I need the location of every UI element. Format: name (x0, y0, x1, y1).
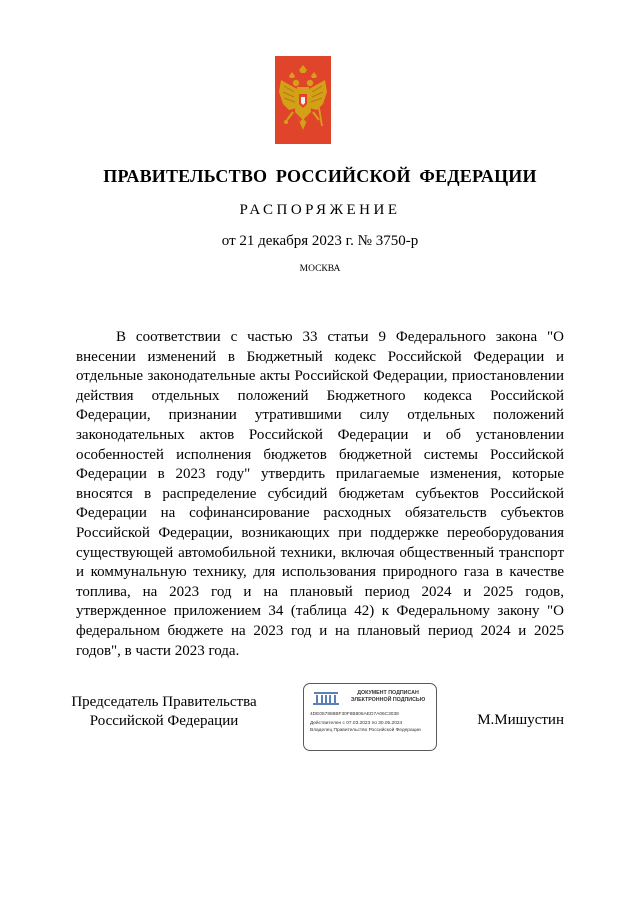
signatory-title (70, 693, 258, 731)
government-building-icon (312, 690, 340, 706)
stamp-heading-line1: ДОКУМЕНТ ПОДПИСАН (357, 690, 419, 696)
stamp-certificate: 4DE057888BF30F8B806AED7A06C3038 (310, 712, 399, 717)
stamp-heading (342, 690, 434, 704)
signatory-title-line2: Российской Федерации (89, 713, 239, 729)
signatory-title-line1: Председатель Правительства (71, 694, 257, 710)
government-title: ПРАВИТЕЛЬСТВО РОССИЙСКОЙ ФЕДЕРАЦИИ (103, 166, 537, 186)
document-type: РАСПОРЯЖЕНИЕ (239, 202, 401, 218)
stamp-owner: Владелец Правительство Российской Федерации (310, 728, 421, 733)
coat-of-arms-emblem (275, 56, 331, 144)
document-city: МОСКВА (299, 264, 341, 274)
document-date-number: от 21 декабря 2023 г. № 3750-р (221, 233, 419, 249)
electronic-signature-stamp (303, 683, 437, 751)
order-body-text: В соответствии с частью 33 статьи 9 Федерального закона "О внесении изменений в Бюджетный кодекс Российской Федерации и отдельные законодательные акты Российской Федерации, приостановлении действия отдельных положений Бюджетного кодекса Российской Федерации, признании утратившими силу отдельных положений законодательных актов Российской Федерации и об установлении особенностей исполнения бюджетов бюджетной системы Российской Федерации в 2023 году" утвердить прилагаемые изменения, которые вносятся в распределение субсидий бюджетам субъектов Российской Федерации на софинансирование расходных обязательств субъектов Российской Федерации, возникающих при поддержке переоборудования существующей автомобильной техники, включая общественный транспорт и коммунальную технику, для использования природного газа в качестве топлива, на 2023 год и на плановый период 2024 и 2025 годов, утвержденное приложением 34 (таблица 42) к Федеральному закону "О федеральном бюджете на 2023 год и на плановый период 2024 и 2025 годов", в части 2023 года. (76, 329, 564, 659)
stamp-heading-line2: ЭЛЕКТРОННОЙ ПОДПИСЬЮ (350, 697, 426, 703)
stamp-validity: Действителен с 07.03.2023 по 30.05.2024 (310, 721, 403, 726)
signatory-name: М.Мишустин (477, 712, 564, 728)
